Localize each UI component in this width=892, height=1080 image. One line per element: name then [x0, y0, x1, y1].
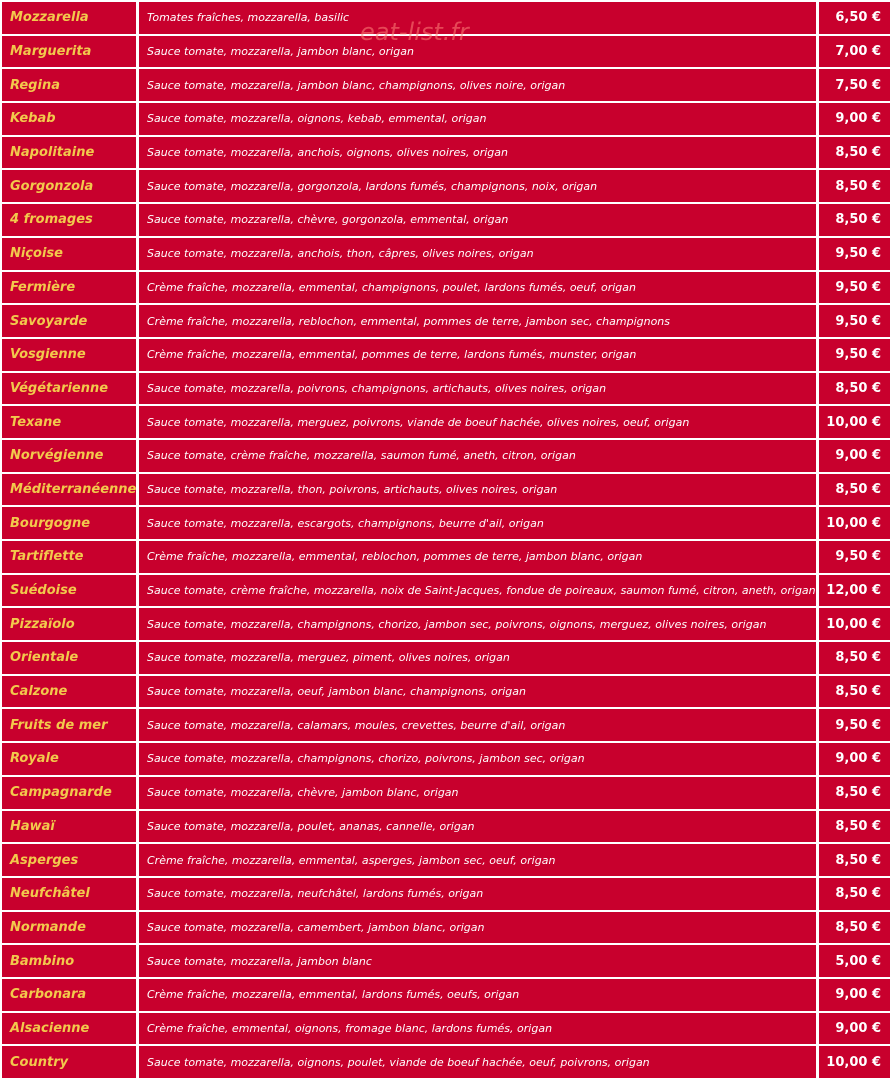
menu-row	[2, 1046, 890, 1078]
pizza-description: Crème fraîche, mozzarella, emmental, champignons, poulet, lardons fumés, oeuf, origan	[139, 272, 816, 304]
pizza-name: Savoyarde	[2, 305, 136, 337]
pizza-name: Végétarienne	[2, 373, 136, 405]
menu-row	[2, 912, 890, 944]
menu-row	[2, 36, 890, 68]
pizza-name: Hawaï	[2, 811, 136, 843]
pizza-description: Sauce tomate, mozzarella, oeuf, jambon blanc, champignons, origan	[139, 676, 816, 708]
menu-row	[2, 1013, 890, 1045]
pizza-name: Orientale	[2, 642, 136, 674]
pizza-description: Sauce tomate, mozzarella, champignons, chorizo, jambon sec, poivrons, oignons, merguez, olives noires, origan	[139, 608, 816, 640]
pizza-description: Sauce tomate, mozzarella, oignons, poulet, viande de boeuf hachée, oeuf, poivrons, origan	[139, 1046, 816, 1078]
menu-row	[2, 608, 890, 640]
pizza-description: Sauce tomate, mozzarella, anchois, oignons, olives noires, origan	[139, 137, 816, 169]
pizza-price: 10,00 €	[819, 1046, 890, 1078]
pizza-description: Crème fraîche, mozzarella, reblochon, emmental, pommes de terre, jambon sec, champignons	[139, 305, 816, 337]
menu-row	[2, 305, 890, 337]
pizza-price: 9,50 €	[819, 541, 890, 573]
pizza-price: 9,50 €	[819, 272, 890, 304]
pizza-description: Sauce tomate, mozzarella, merguez, piment, olives noires, origan	[139, 642, 816, 674]
pizza-menu-table	[2, 2, 890, 1080]
menu-row	[2, 406, 890, 438]
pizza-name: Campagnarde	[2, 777, 136, 809]
pizza-description: Sauce tomate, mozzarella, thon, poivrons, artichauts, olives noires, origan	[139, 474, 816, 506]
pizza-description: Tomates fraîches, mozzarella, basilic	[139, 2, 816, 34]
menu-row	[2, 170, 890, 202]
pizza-name: Fruits de mer	[2, 709, 136, 741]
pizza-description: Sauce tomate, mozzarella, anchois, thon, câpres, olives noires, origan	[139, 238, 816, 270]
pizza-description: Sauce tomate, mozzarella, calamars, moules, crevettes, beurre d'ail, origan	[139, 709, 816, 741]
pizza-description: Sauce tomate, mozzarella, jambon blanc, champignons, olives noire, origan	[139, 69, 816, 101]
menu-row	[2, 743, 890, 775]
pizza-price: 8,50 €	[819, 777, 890, 809]
pizza-description: Sauce tomate, mozzarella, gorgonzola, lardons fumés, champignons, noix, origan	[139, 170, 816, 202]
pizza-description: Sauce tomate, crème fraîche, mozzarella, noix de Saint-Jacques, fondue de poireaux, saumon fumé, citron, aneth, origan	[139, 575, 816, 607]
pizza-description: Crème fraîche, mozzarella, emmental, lardons fumés, oeufs, origan	[139, 979, 816, 1011]
pizza-price: 9,50 €	[819, 709, 890, 741]
pizza-price: 7,00 €	[819, 36, 890, 68]
pizza-price: 6,50 €	[819, 2, 890, 34]
pizza-name: 4 fromages	[2, 204, 136, 236]
pizza-description: Sauce tomate, mozzarella, chèvre, gorgonzola, emmental, origan	[139, 204, 816, 236]
pizza-name: Alsacienne	[2, 1013, 136, 1045]
menu-row	[2, 2, 890, 34]
pizza-name: Marguerita	[2, 36, 136, 68]
menu-row	[2, 575, 890, 607]
pizza-price: 9,00 €	[819, 103, 890, 135]
menu-row	[2, 811, 890, 843]
pizza-name: Fermière	[2, 272, 136, 304]
pizza-price: 8,50 €	[819, 373, 890, 405]
pizza-price: 8,50 €	[819, 642, 890, 674]
menu-row	[2, 541, 890, 573]
pizza-description: Sauce tomate, mozzarella, camembert, jambon blanc, origan	[139, 912, 816, 944]
menu-row	[2, 272, 890, 304]
menu-row	[2, 339, 890, 371]
pizza-name: Asperges	[2, 844, 136, 876]
pizza-name: Bambino	[2, 945, 136, 977]
menu-row	[2, 238, 890, 270]
pizza-price: 8,50 €	[819, 474, 890, 506]
pizza-name: Pizzaïolo	[2, 608, 136, 640]
pizza-description: Sauce tomate, mozzarella, jambon blanc	[139, 945, 816, 977]
pizza-name: Country	[2, 1046, 136, 1078]
menu-row	[2, 676, 890, 708]
pizza-description: Sauce tomate, mozzarella, oignons, kebab, emmental, origan	[139, 103, 816, 135]
pizza-description: Sauce tomate, crème fraîche, mozzarella, saumon fumé, aneth, citron, origan	[139, 440, 816, 472]
pizza-name: Napolitaine	[2, 137, 136, 169]
menu-row	[2, 878, 890, 910]
pizza-name: Neufchâtel	[2, 878, 136, 910]
menu-row	[2, 642, 890, 674]
pizza-description: Sauce tomate, mozzarella, escargots, champignons, beurre d'ail, origan	[139, 507, 816, 539]
pizza-name: Regina	[2, 69, 136, 101]
pizza-description: Sauce tomate, mozzarella, merguez, poivrons, viande de boeuf hachée, olives noires, oeuf, origan	[139, 406, 816, 438]
pizza-price: 9,00 €	[819, 979, 890, 1011]
menu-row	[2, 204, 890, 236]
pizza-price: 9,50 €	[819, 238, 890, 270]
pizza-description: Sauce tomate, mozzarella, poulet, ananas, cannelle, origan	[139, 811, 816, 843]
pizza-name: Niçoise	[2, 238, 136, 270]
menu-row	[2, 373, 890, 405]
pizza-name: Gorgonzola	[2, 170, 136, 202]
pizza-price: 8,50 €	[819, 811, 890, 843]
menu-row	[2, 945, 890, 977]
menu-row	[2, 440, 890, 472]
pizza-description: Sauce tomate, mozzarella, champignons, chorizo, poivrons, jambon sec, origan	[139, 743, 816, 775]
pizza-description: Sauce tomate, mozzarella, chèvre, jambon blanc, origan	[139, 777, 816, 809]
menu-row	[2, 979, 890, 1011]
pizza-price: 10,00 €	[819, 608, 890, 640]
pizza-name: Normande	[2, 912, 136, 944]
pizza-name: Méditerranéenne	[2, 474, 136, 506]
pizza-price: 8,50 €	[819, 878, 890, 910]
pizza-price: 5,00 €	[819, 945, 890, 977]
pizza-name: Suédoise	[2, 575, 136, 607]
pizza-price: 8,50 €	[819, 676, 890, 708]
menu-row	[2, 474, 890, 506]
pizza-price: 8,50 €	[819, 137, 890, 169]
pizza-price: 9,50 €	[819, 305, 890, 337]
pizza-name: Vosgienne	[2, 339, 136, 371]
menu-row	[2, 137, 890, 169]
pizza-price: 9,00 €	[819, 440, 890, 472]
pizza-description: Crème fraîche, mozzarella, emmental, asperges, jambon sec, oeuf, origan	[139, 844, 816, 876]
pizza-name: Royale	[2, 743, 136, 775]
pizza-description: Crème fraîche, emmental, oignons, fromage blanc, lardons fumés, origan	[139, 1013, 816, 1045]
pizza-name: Norvégienne	[2, 440, 136, 472]
menu-row	[2, 709, 890, 741]
menu-row	[2, 844, 890, 876]
pizza-name: Carbonara	[2, 979, 136, 1011]
pizza-description: Sauce tomate, mozzarella, neufchâtel, lardons fumés, origan	[139, 878, 816, 910]
pizza-price: 9,00 €	[819, 743, 890, 775]
pizza-price: 8,50 €	[819, 844, 890, 876]
pizza-price: 12,00 €	[819, 575, 890, 607]
pizza-name: Bourgogne	[2, 507, 136, 539]
pizza-name: Mozzarella	[2, 2, 136, 34]
menu-row	[2, 103, 890, 135]
pizza-name: Kebab	[2, 103, 136, 135]
pizza-price: 8,50 €	[819, 170, 890, 202]
pizza-description: Sauce tomate, mozzarella, jambon blanc, origan	[139, 36, 816, 68]
pizza-name: Tartiflette	[2, 541, 136, 573]
pizza-description: Crème fraîche, mozzarella, emmental, reblochon, pommes de terre, jambon blanc, origan	[139, 541, 816, 573]
pizza-price: 8,50 €	[819, 912, 890, 944]
pizza-price: 10,00 €	[819, 507, 890, 539]
menu-row	[2, 777, 890, 809]
pizza-name: Texane	[2, 406, 136, 438]
pizza-price: 7,50 €	[819, 69, 890, 101]
pizza-description: Crème fraîche, mozzarella, emmental, pommes de terre, lardons fumés, munster, origan	[139, 339, 816, 371]
menu-row	[2, 507, 890, 539]
pizza-price: 9,50 €	[819, 339, 890, 371]
pizza-name: Calzone	[2, 676, 136, 708]
menu-row	[2, 69, 890, 101]
pizza-price: 9,00 €	[819, 1013, 890, 1045]
pizza-description: Sauce tomate, mozzarella, poivrons, champignons, artichauts, olives noires, origan	[139, 373, 816, 405]
pizza-price: 10,00 €	[819, 406, 890, 438]
watermark: eat-list.fr	[360, 18, 469, 46]
pizza-price: 8,50 €	[819, 204, 890, 236]
